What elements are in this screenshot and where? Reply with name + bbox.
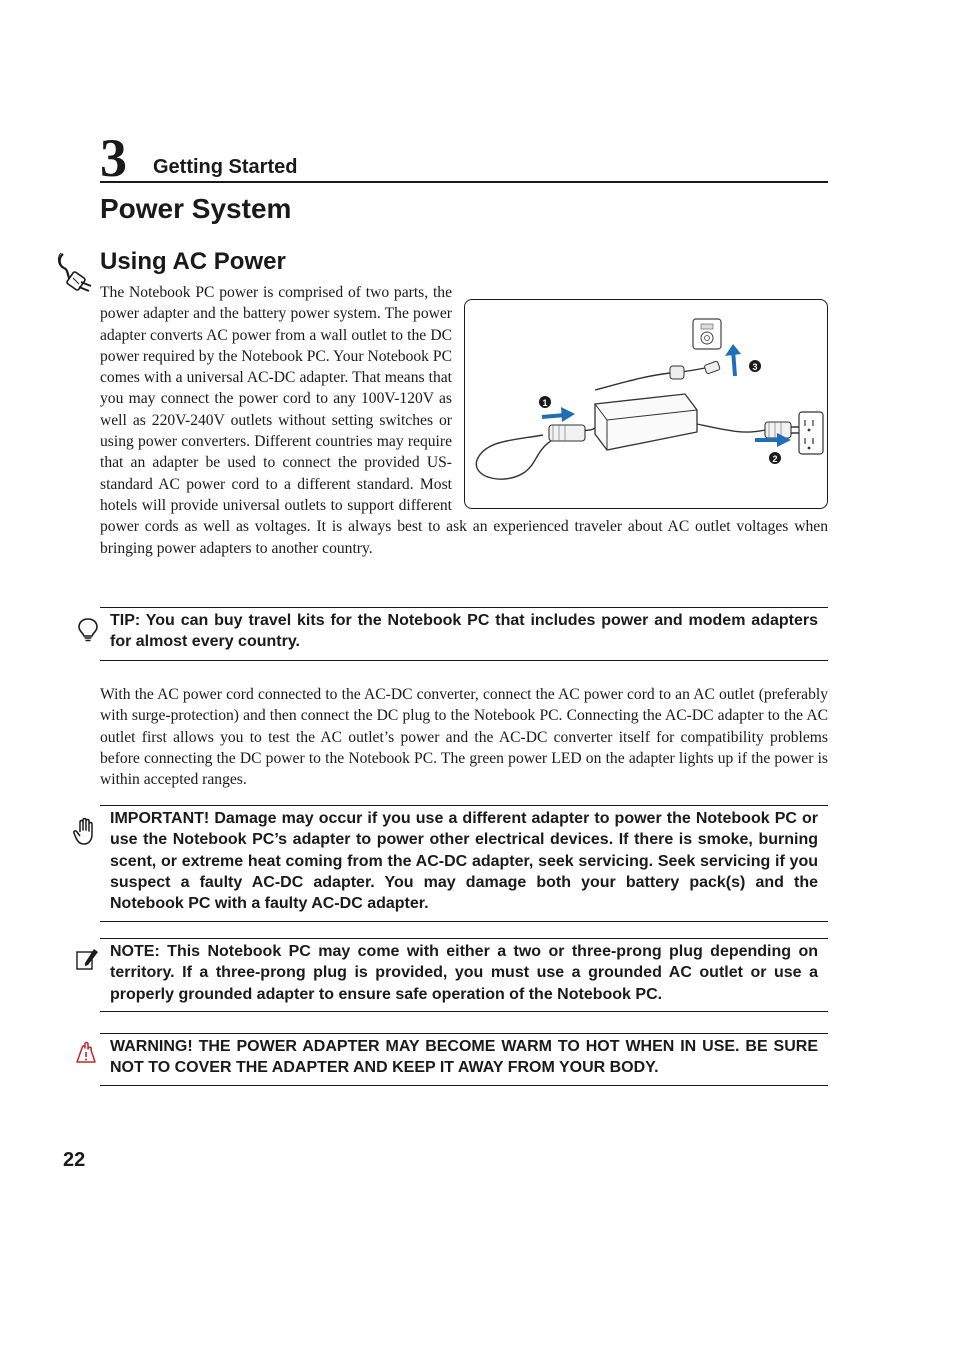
note-text: NOTE: This Notebook PC may come with either a two or three-prong plug depending on territory. If a three-prong plug is provided, you must use a grounded AC outlet or use a properly grounded adapter to ensure safe operation of the Notebook PC. bbox=[110, 943, 818, 1003]
section-title: Using AC Power bbox=[100, 248, 286, 275]
tip-text: TIP: You can buy travel kits for the Notebook PC that includes power and modem adapters for almost every country. bbox=[110, 612, 818, 651]
lightbulb-icon bbox=[75, 616, 101, 642]
chapter-number: 3 bbox=[100, 128, 127, 188]
callout-3: 3 bbox=[752, 362, 758, 372]
power-adapter-figure bbox=[464, 299, 828, 509]
tip-box bbox=[100, 607, 828, 661]
important-box bbox=[100, 805, 828, 922]
ac-power-paragraph: With the AC power cord connected to the AC-DC converter, connect the AC power cord to an AC outlet (preferably with surge-protection) and then connect the DC plug to the Notebook PC. Connecting the AC-DC adapter to the AC outlet first allows you to test the AC outlet’s power and the AC-DC converter itself for compatibility problems before connecting the DC power to the Notebook PC. The green power LED on the adapter lights up if the power is within accepted ranges. bbox=[100, 686, 828, 789]
warning-box bbox=[100, 1033, 828, 1086]
page-title: Power System bbox=[100, 193, 292, 224]
callout-2: 2 bbox=[772, 454, 778, 464]
page-number: 22 bbox=[63, 1149, 86, 1171]
power-plug-icon bbox=[55, 252, 99, 300]
warning-text: WARNING! THE POWER ADAPTER MAY BECOME WARM TO HOT WHEN IN USE. BE SURE NOT TO COVER THE ADAPTER AND KEEP IT AWAY FROM YOUR BODY. bbox=[110, 1038, 818, 1077]
chapter-rule bbox=[100, 181, 828, 183]
pencil-note-icon bbox=[74, 947, 100, 973]
note-box bbox=[100, 938, 828, 1012]
intro-paragraph bbox=[100, 282, 828, 559]
callout-1: 1 bbox=[542, 398, 548, 408]
chapter-title: Getting Started bbox=[153, 156, 298, 178]
hand-icon bbox=[72, 816, 98, 842]
warning-hand-icon bbox=[73, 1040, 99, 1066]
intro-text: The Notebook PC power is comprised of two parts, the power adapter and the battery power system. The power adapter converts AC power from a wall outlet to the DC power required by the Notebook PC. Your Notebook PC comes with a universal AC-DC adapter. That means that you may connect the power cord to any 100V-120V as well as 220V-240V outlets without setting switches or using power converters. Different countries may require that an adapter be used to connect the provided US-standard AC power cord to a different standard. Most hotels will provide universal outlets to support different power cords as well as voltages. It is always best to ask an experienced traveler about AC outlet voltages when bringing power adapters to another country. bbox=[100, 284, 828, 557]
important-text: IMPORTANT! Damage may occur if you use a different adapter to power the Notebook PC or use the Notebook PC’s adapter to power other electrical devices. If there is smoke, burning scent, or extreme heat coming from the AC-DC adapter, seek servicing. Seek servicing if you suspect a faulty AC-DC adapter. You may damage both your battery pack(s) and the Notebook PC with a faulty AC-DC adapter. bbox=[110, 810, 818, 913]
